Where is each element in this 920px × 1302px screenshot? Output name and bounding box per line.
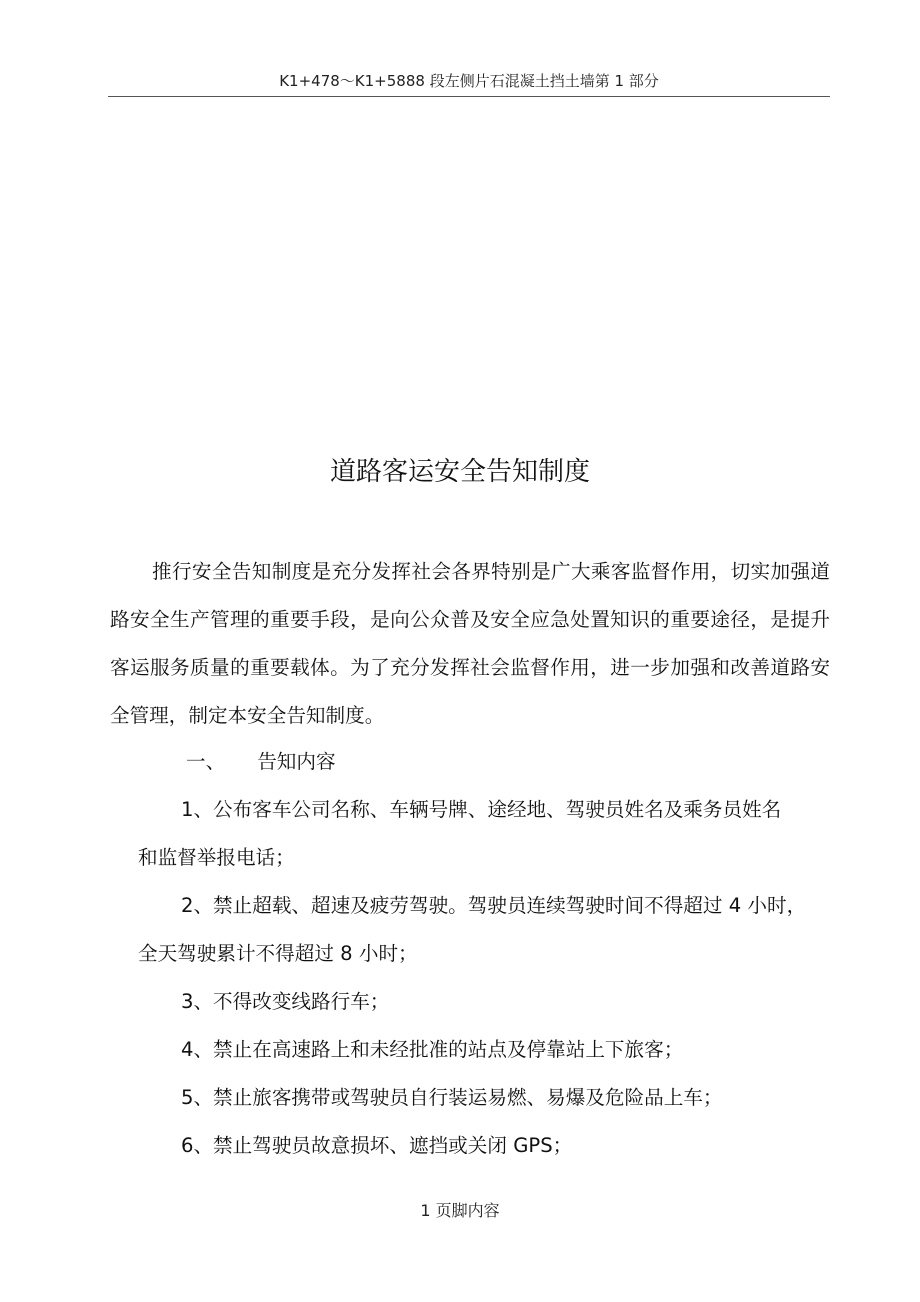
list-item-4: 4、禁止在高速路上和未经批准的站点及停靠站上下旅客； <box>181 1038 684 1061</box>
list-item-2-line-2: 全天驾驶累计不得超过 8 小时； <box>138 942 418 965</box>
list-item-3: 3、不得改变线路行车； <box>181 990 390 1013</box>
page-header <box>108 70 830 97</box>
list-item-1-line-1: 1、公布客车公司名称、车辆号牌、途经地、驾驶员姓名及乘务员姓名 <box>181 798 782 821</box>
intro-paragraph: 推行安全告知制度是充分发挥社会各界特别是广大乘客监督作用，切实加强道路安全生产管理的重要手段，是向公众普及安全应急处置知识的重要途径，是提升客运服务质量的重要载体。为了充分发挥社会监督作用，进一步加强和改善道路安全管理，制定本安全告知制度。 <box>110 560 830 727</box>
page-footer <box>0 1198 920 1224</box>
footer-text: 1 页脚内容 <box>420 1201 500 1220</box>
document-title: 道路客运安全告知制度 <box>329 457 590 487</box>
section-number: 一、 <box>186 750 226 773</box>
section-heading-text: 告知内容 <box>257 750 336 773</box>
list-item-5: 5、禁止旅客携带或驾驶员自行装运易燃、易爆及危险品上车； <box>181 1086 723 1109</box>
section-heading <box>186 738 336 786</box>
list-item-6: 6、禁止驾驶员故意损坏、遮挡或关闭 GPS； <box>181 1134 573 1157</box>
list-item-2-line-1: 2、禁止超载、超速及疲劳驾驶。驾驶员连续驾驶时间不得超过 4 小时， <box>181 894 807 917</box>
header-text: K1+478～K1+5888 段左侧片石混凝土挡土墙第 1 部分 <box>279 72 659 90</box>
list-item-1-line-2: 和监督举报电话； <box>138 846 295 869</box>
